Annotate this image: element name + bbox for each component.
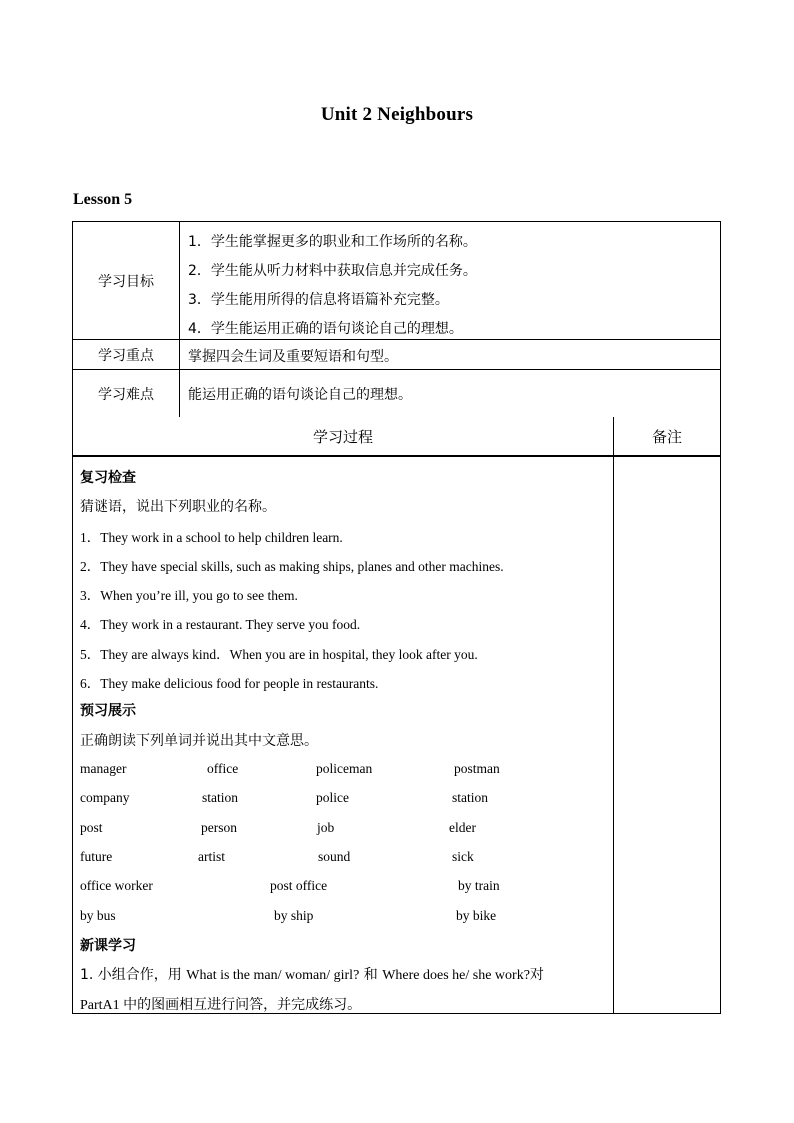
key-row <box>73 340 720 370</box>
vocab-word: station <box>452 790 488 805</box>
vocab-word: post <box>80 820 103 835</box>
goal-item: 1．学生能掌握更多的职业和工作场所的名称。 <box>188 234 477 250</box>
task-text: 对 <box>529 967 544 983</box>
review-instruction: 猜谜语，说出下列职业的名称。 <box>80 499 276 515</box>
lesson-heading: Lesson 5 <box>73 191 133 208</box>
key-text: 掌握四会生词及重要短语和句型。 <box>188 349 398 365</box>
vocab-word: by ship <box>274 908 314 923</box>
goal-item: 2．学生能从听力材料中获取信息并完成任务。 <box>188 263 477 279</box>
preview-instruction: 正确朗读下列单词并说出其中文意思。 <box>80 733 318 749</box>
new-lesson-task-line2 <box>80 994 361 1014</box>
goals-row <box>73 222 720 340</box>
vocab-word: job <box>317 820 335 835</box>
vocab-word: person <box>201 820 237 835</box>
column-divider <box>613 417 614 1013</box>
task-question: Where does he/ she work? <box>382 968 530 983</box>
vocab-word: office worker <box>80 878 153 893</box>
goal-item: 3．学生能用所得的信息将语篇补充完整。 <box>188 292 449 308</box>
process-table <box>72 417 721 1014</box>
vocab-word: future <box>80 849 113 864</box>
vocab-word: policeman <box>316 761 373 776</box>
vocab-word: office <box>207 761 239 776</box>
process-header: 学习过程 <box>312 427 373 446</box>
goal-item: 4．学生能运用正确的语句谈论自己的理想。 <box>188 321 463 337</box>
new-lesson-task-line1 <box>80 964 544 984</box>
task-part-ref: PartA1 <box>80 998 124 1013</box>
vocab-word: by bike <box>456 908 497 923</box>
task-text: 中的图画相互进行问答，并完成练习。 <box>123 997 362 1013</box>
new-lesson-heading: 新课学习 <box>80 938 136 954</box>
vocab-word: sick <box>452 849 474 864</box>
vocab-word: by bus <box>80 908 116 923</box>
vocab-word: postman <box>454 761 500 776</box>
difficulty-label: 学习难点 <box>73 370 180 417</box>
vocab-word: by train <box>458 878 500 893</box>
task-question: What is the man/ woman/ girl? <box>186 968 360 983</box>
goals-label: 学习目标 <box>73 222 180 339</box>
vocab-word: station <box>202 790 238 805</box>
notes-header: 备注 <box>651 427 682 446</box>
difficulty-text: 能运用正确的语句谈论自己的理想。 <box>188 387 412 403</box>
vocab-word: company <box>80 790 130 805</box>
process-header-row <box>73 417 720 456</box>
page-title: Unit 2 Neighbours <box>320 104 474 125</box>
vocab-word: artist <box>198 849 225 864</box>
task-text: 1. 小组合作，用 <box>80 967 187 983</box>
riddle-item: 2．They have special skills, such as making ships, planes and other machines. <box>80 559 504 574</box>
vocab-word: police <box>316 790 349 805</box>
difficulty-row <box>73 370 720 417</box>
vocab-word: elder <box>449 820 476 835</box>
preview-heading: 预习展示 <box>80 703 136 719</box>
riddle-item: 5．They are always kind．When you are in hospital, they look after you. <box>80 647 478 662</box>
riddle-item: 6．They make delicious food for people in restaurants. <box>80 676 379 691</box>
review-heading: 复习检查 <box>80 470 136 486</box>
goals-list <box>188 222 714 339</box>
riddle-item: 1．They work in a school to help children learn. <box>80 530 343 545</box>
vocab-word: manager <box>80 761 127 776</box>
riddle-item: 3．When you’re ill, you go to see them. <box>80 588 298 603</box>
key-label: 学习重点 <box>73 340 180 369</box>
vocab-word: post office <box>270 878 328 893</box>
vocab-word: sound <box>318 849 351 864</box>
riddle-item: 4．They work in a restaurant. They serve you food. <box>80 617 361 632</box>
task-text: 和 <box>359 967 383 983</box>
